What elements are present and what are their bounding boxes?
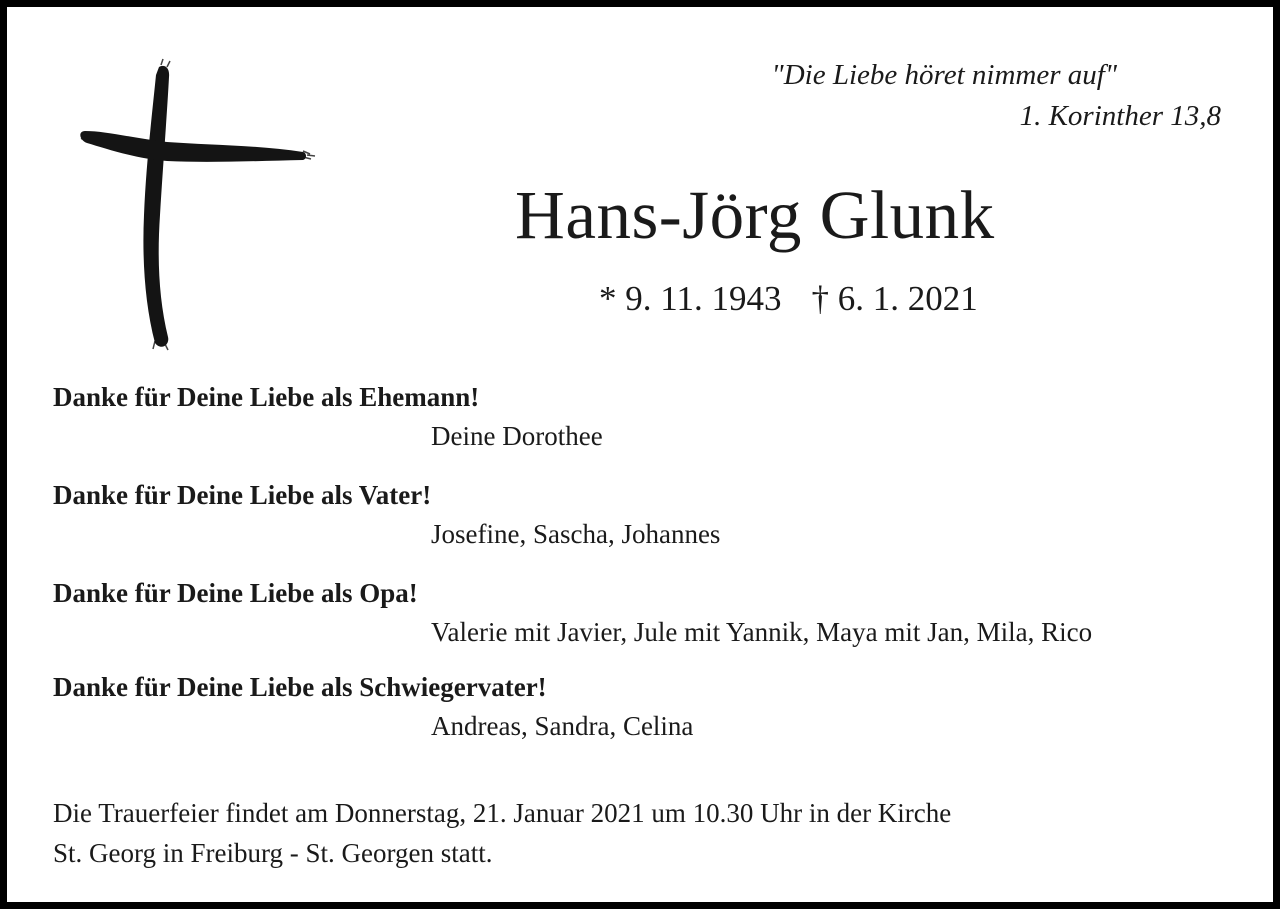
service-line-1: Die Trauerfeier findet am Donnerstag, 21. Januar 2021 um 10.30 Uhr in der Kirche (53, 798, 952, 828)
death-date: † 6. 1. 2021 (811, 279, 978, 318)
birth-date: * 9. 11. 1943 (599, 279, 782, 318)
bible-quote (772, 55, 1221, 137)
thanks-group-father-in-law (53, 668, 1253, 745)
thanks-section (53, 378, 1253, 766)
thanks-signers: Andreas, Sandra, Celina (431, 711, 694, 741)
deceased-name: Hans-Jörg Glunk (515, 177, 995, 253)
funeral-service-info (53, 793, 1203, 873)
thanks-group-husband (53, 378, 1253, 455)
life-dates (599, 277, 978, 321)
thanks-headline: Danke für Deine Liebe als Vater! (53, 480, 432, 510)
quote-reference: 1. Korinther 13,8 (1019, 100, 1221, 132)
thanks-group-grandpa (53, 574, 1253, 651)
thanks-headline: Danke für Deine Liebe als Schwiegervater! (53, 672, 547, 702)
thanks-signers: Valerie mit Javier, Jule mit Yannik, Maya mit Jan, Mila, Rico (431, 617, 1093, 647)
thanks-group-father (53, 476, 1253, 553)
thanks-signers: Deine Dorothee (431, 421, 603, 451)
thanks-headline: Danke für Deine Liebe als Opa! (53, 578, 418, 608)
brush-cross-icon (67, 55, 327, 355)
thanks-signers: Josefine, Sascha, Johannes (431, 519, 721, 549)
thanks-headline: Danke für Deine Liebe als Ehemann! (53, 382, 480, 412)
quote-text: "Die Liebe höret nimmer auf" (771, 59, 1117, 91)
service-line-2: St. Georg in Freiburg - St. Georgen statt. (53, 838, 493, 868)
